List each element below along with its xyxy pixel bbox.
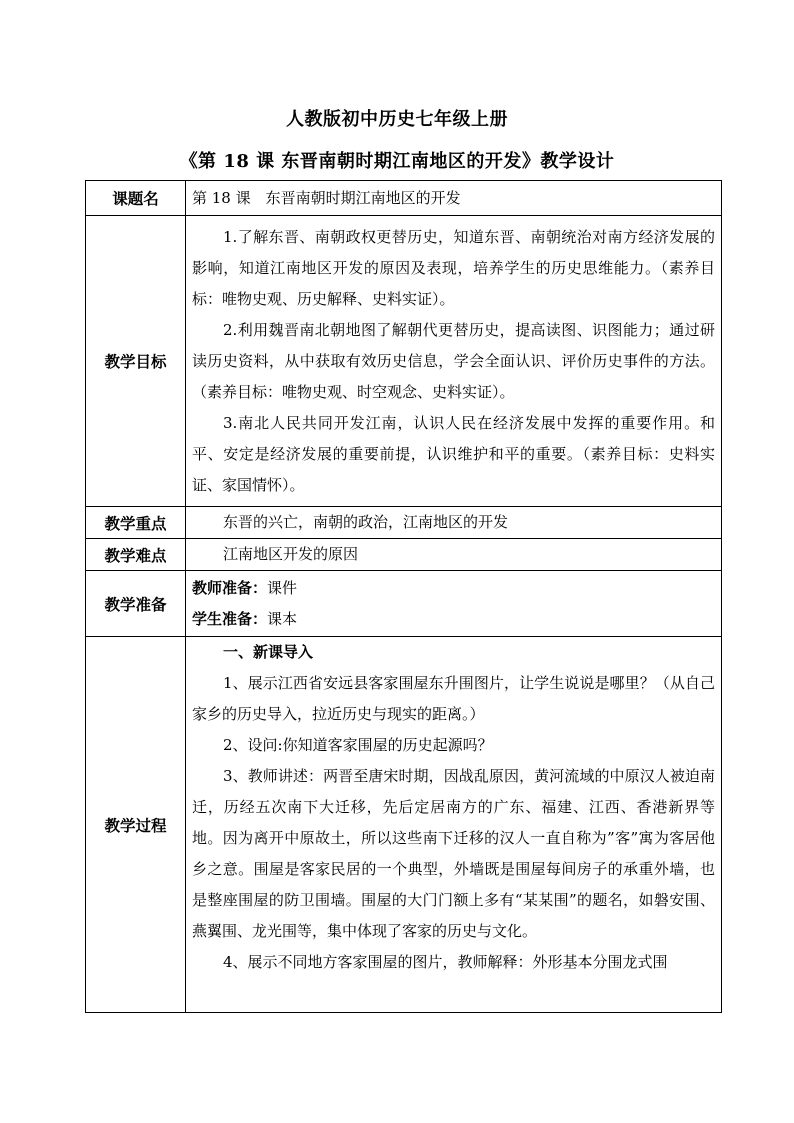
goal-item: 2.利用魏晋南北朝地图了解朝代更替历史，提高读图、识图能力；通过研读历史资料，从中获取有效历史信息，学会全面认识、评价历史事件的方法。（素养目标：唯物史观、时空观念、史料实证）。 — [192, 320, 715, 401]
document-subtitle: 《第 18 课 东晋南朝时期江南地区的开发》教学设计 — [179, 151, 615, 172]
row-difficulties — [86, 539, 722, 571]
row-topic — [86, 181, 722, 216]
teacher-preparation — [192, 573, 715, 604]
difficulties-content — [186, 539, 722, 571]
row-goals — [86, 216, 722, 507]
topic-label: 课题名 — [86, 181, 186, 216]
preparation-content — [186, 571, 722, 637]
difficulties-label: 教学难点 — [86, 539, 186, 571]
teacher-preparation-value: 课件 — [267, 578, 298, 597]
key-points-label: 教学重点 — [86, 507, 186, 539]
process-paragraph: 2、设问:你知道客家围屋的历史起源吗？ — [223, 736, 493, 754]
process-heading: 一、新课导入 — [223, 643, 314, 661]
goals-content — [186, 216, 722, 507]
student-preparation-label: 学生准备： — [192, 609, 268, 628]
goals-label: 教学目标 — [86, 216, 186, 507]
document-title: 人教版初中历史七年级上册 — [286, 109, 508, 130]
preparation-label: 教学准备 — [86, 571, 186, 637]
row-process — [86, 637, 722, 1013]
key-points-value: 东晋的兴亡，南朝的政治，江南地区的开发 — [223, 513, 509, 531]
process-paragraph: 4、展示不同地方客家围屋的图片，教师解释：外形基本分围龙式围 — [223, 953, 668, 971]
process-content — [186, 637, 722, 1013]
process-paragraph: 1、展示江西省安远县客家围屋东升围图片，让学生说说是哪里？（从自己家乡的历史导入，拉近历史与现实的距离。） — [192, 674, 715, 723]
process-label: 教学过程 — [86, 637, 186, 1013]
process-paragraph: 3、教师讲述：两晋至唐宋时期，因战乱原因，黄河流域的中原汉人被迫南迁，历经五次南下大迁移，先后定居南方的广东、福建、江西、香港新界等地。因为离开中原故土，所以这些南下迁移的汉人一直自称为”客”寓为客居他乡之意。围屋是客家民居的一个典型，外墙既是围屋每间房子的承重外墙，也是整座围屋的防卫围墙。围屋的大门门额上多有“某某围”的题名，如磐安围、燕翼围、龙光围等，集中体现了客家的历史与文化。 — [192, 767, 715, 940]
row-key-points — [86, 507, 722, 539]
row-preparation — [86, 571, 722, 637]
topic-value: 第 18 课 东晋南朝时期江南地区的开发 — [186, 181, 722, 216]
lesson-plan-table — [85, 180, 722, 1013]
student-preparation-value: 课本 — [267, 609, 298, 628]
teacher-preparation-label: 教师准备： — [192, 578, 268, 597]
difficulties-value: 江南地区开发的原因 — [223, 545, 359, 563]
goal-item: 3.南北人民共同开发江南，认识人民在经济发展中发挥的重要作用。和平、安定是经济发展的重要前提，认识维护和平的重要。（素养目标：史料实证、家国情怀）。 — [192, 413, 715, 494]
key-points-content — [186, 507, 722, 539]
goal-item: 1.了解东晋、南朝政权更替历史，知道东晋、南朝统治对南方经济发展的影响，知道江南地区开发的原因及表现，培养学生的历史思维能力。（素养目标：唯物史观、历史解释、史料实证）。 — [192, 227, 715, 308]
student-preparation — [192, 604, 715, 635]
